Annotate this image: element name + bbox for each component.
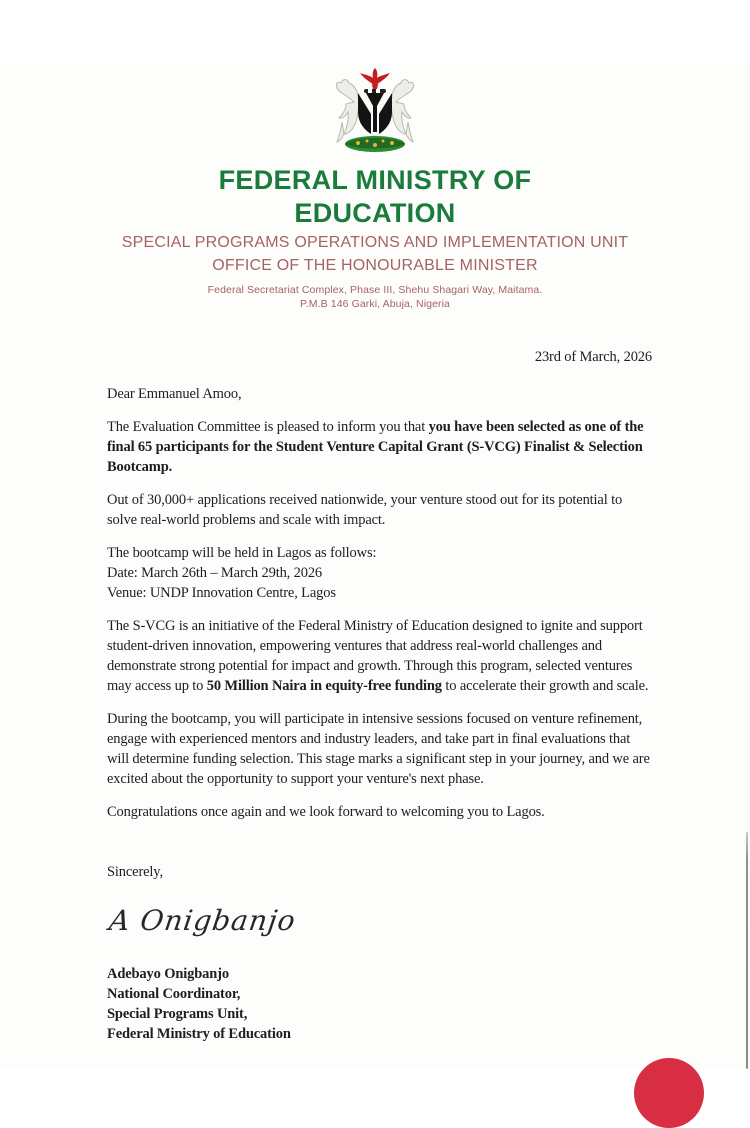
bootcamp-date: Date: March 26th – March 29th, 2026 [107, 565, 323, 581]
p1-bold: you have been selected as one of the final 65 participants for the Student Venture Capital Grant (S-VCG) Finalist & Selection Bootcamp. [107, 419, 644, 475]
paragraph-applications [107, 490, 652, 530]
unit-line: SPECIAL PROGRAMS OPERATIONS AND IMPLEMENTATION UNIT [121, 234, 629, 251]
bootcamp-intro: The bootcamp will be held in Lagos as follows: [107, 545, 377, 561]
letterhead [0, 64, 750, 311]
signatory-block [107, 964, 652, 1044]
p4-normal2: to accelerate their growth and scale. [441, 678, 649, 694]
p2-text: Out of 30,000+ applications received nationwide, your venture stood out for its potential to solve real-world problems and scale with impact. [107, 492, 623, 528]
ministry-title-line1: FEDERAL MINISTRY OF [218, 165, 532, 195]
signatory-org: Federal Ministry of Education [107, 1026, 291, 1042]
p5-text: During the bootcamp, you will participate in intensive sessions focused on venture refinement, engage with experienced mentors and industry leaders, and take part in final evaluations that will determine funding selection. This stage marks a significant step in your journey, and we are excited about the opportunity to support your venture's next phase. [107, 711, 650, 787]
paragraph-congratulations [107, 802, 652, 822]
bootcamp-venue: Venue: UNDP Innovation Centre, Lagos [107, 585, 336, 601]
valediction: Sincerely, [107, 864, 163, 880]
signatory-name: Adebayo Onigbanjo [107, 966, 229, 982]
page-edge-shadow [746, 832, 748, 1069]
letter-page [0, 64, 750, 1069]
nigeria-coat-of-arms-icon [320, 64, 430, 160]
salutation: Dear Emmanuel Amoo, [107, 386, 242, 402]
ministry-title-line2: EDUCATION [294, 198, 456, 228]
p1-normal: The Evaluation Committee is pleased to inform you that [107, 419, 429, 435]
p6-text: Congratulations once again and we look forward to welcoming you to Lagos. [107, 804, 545, 820]
office-line: OFFICE OF THE HONOURABLE MINISTER [212, 257, 538, 274]
handwritten-signature: A Onigbanjo [107, 904, 298, 937]
signatory-unit: Special Programs Unit, [107, 1006, 248, 1022]
signatory-title: National Coordinator, [107, 986, 241, 1002]
p4-normal1: The S-VCG is an initiative of the Federal Ministry of Education designed to ignite and support student-driven innovation, empowering ventures that address real-world challenges and demonstrate strong potential for impact and growth. Through this program, selected ventures may access up to [107, 618, 643, 694]
paragraph-bootcamp-activities [107, 709, 652, 789]
address-line-1: Federal Secretariat Complex, Phase III, Shehu Shagari Way, Maitama. [207, 284, 543, 296]
p4-bold: 50 Million Naira in equity-free funding [206, 678, 442, 694]
ministry-title [0, 164, 750, 230]
paragraph-svcg-initiative [107, 616, 652, 696]
red-sticker-partial [634, 1058, 704, 1128]
letter-date: 23rd of March, 2026 [534, 349, 652, 365]
letter-body [0, 347, 750, 1044]
paragraph-selection-notice [107, 417, 652, 477]
address-line-2: P.M.B 146 Garki, Abuja, Nigeria [300, 298, 450, 310]
address-block [0, 283, 750, 311]
paragraph-bootcamp-details [107, 543, 652, 603]
